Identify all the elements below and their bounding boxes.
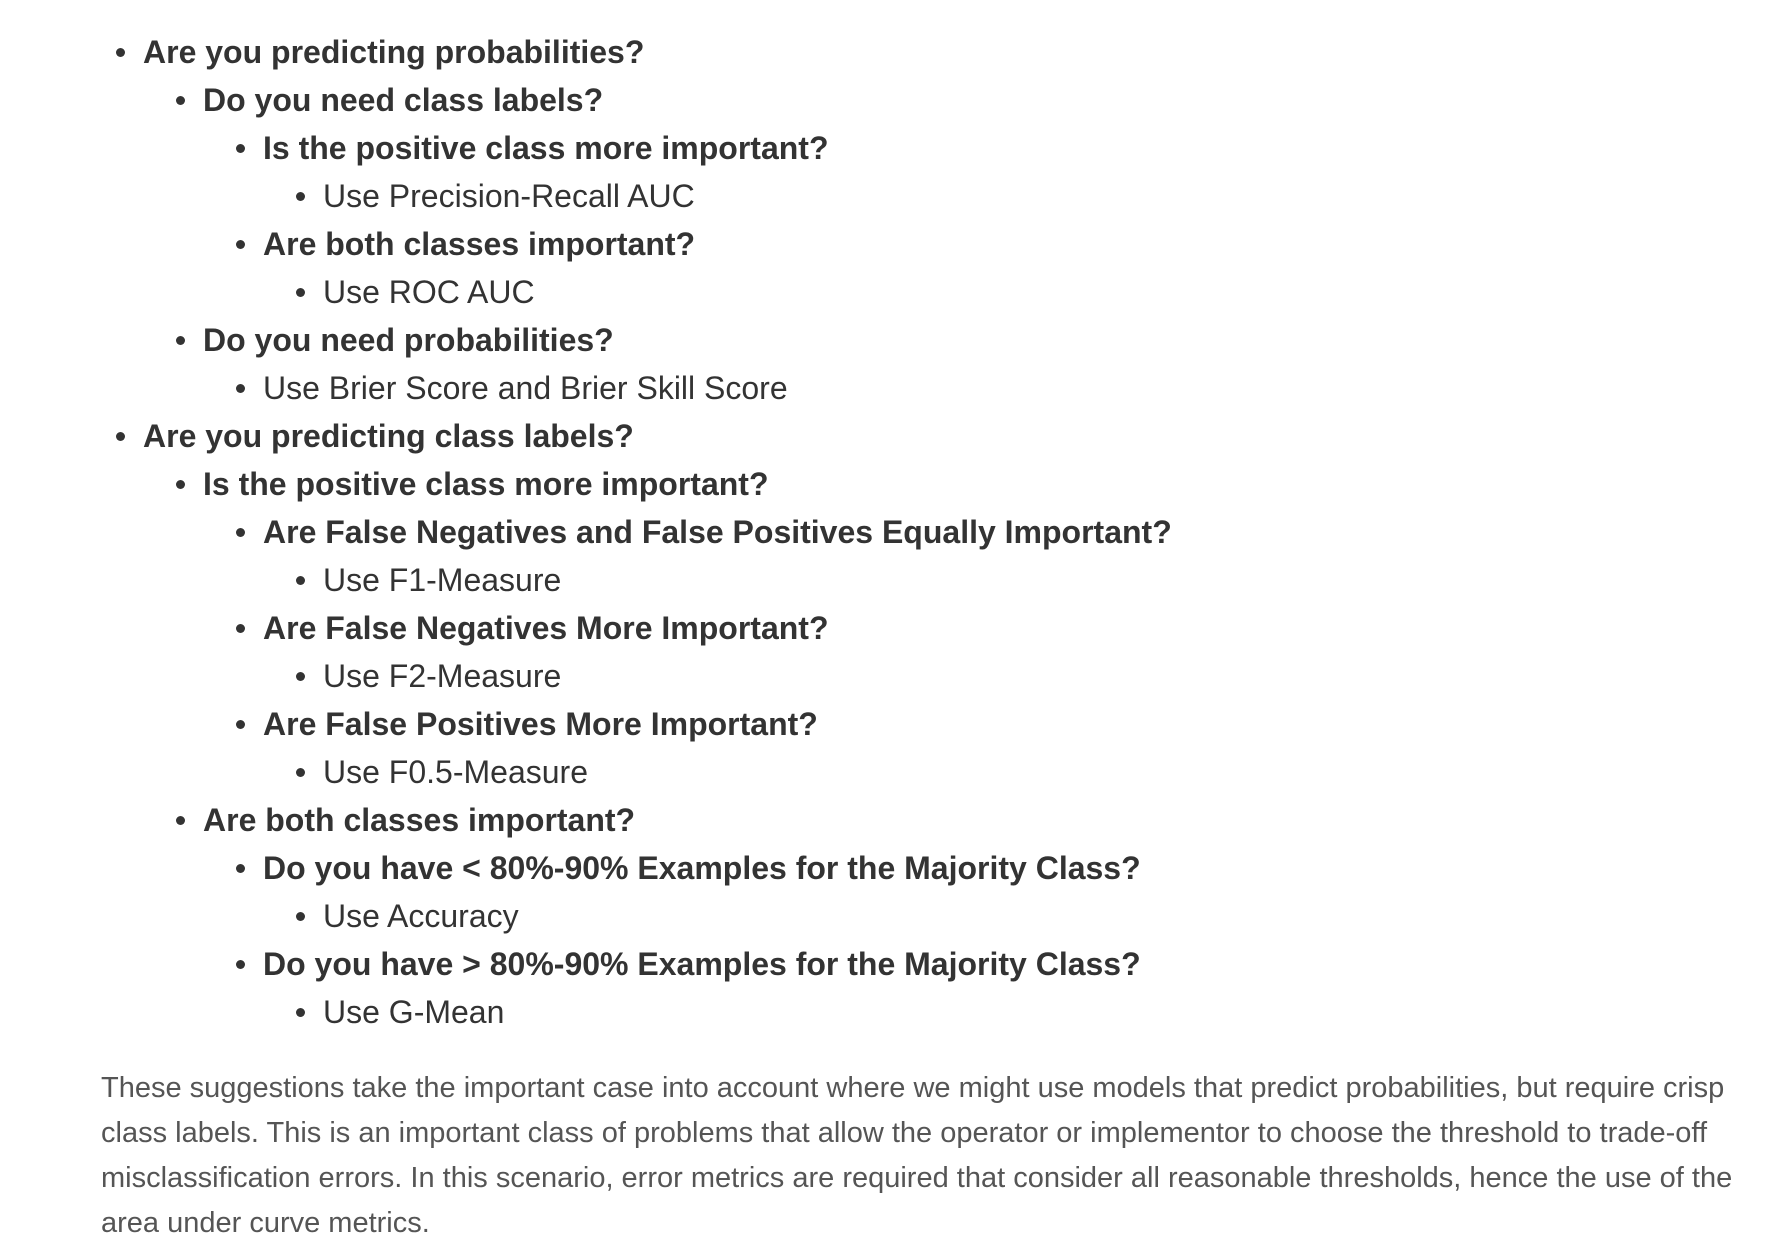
question-item [263, 604, 828, 652]
bullet-icon [296, 1008, 305, 1017]
answer-item [323, 172, 695, 220]
question-text: Are both classes important? [203, 802, 636, 838]
question-item [263, 844, 1141, 892]
question-text: Do you need class labels? [203, 82, 604, 118]
answer-item [323, 892, 519, 940]
bullet-icon [116, 432, 125, 441]
answer-text: Use Accuracy [323, 898, 519, 934]
answer-item [263, 364, 788, 412]
bullet-icon [296, 768, 305, 777]
bullet-icon [236, 384, 245, 393]
answer-text: Use F1-Measure [323, 562, 562, 598]
bullet-icon [176, 480, 185, 489]
answer-text: Use F0.5-Measure [323, 754, 588, 790]
bullet-icon [236, 144, 245, 153]
bullet-icon [236, 960, 245, 969]
question-text: Do you need probabilities? [203, 322, 614, 358]
question-item [143, 412, 634, 460]
question-text: Is the positive class more important? [263, 130, 829, 166]
bullet-icon [236, 240, 245, 249]
bullet-icon [236, 624, 245, 633]
question-item [263, 700, 818, 748]
question-text: Is the positive class more important? [203, 466, 769, 502]
bullet-icon [176, 816, 185, 825]
answer-text: Use Brier Score and Brier Skill Score [263, 370, 788, 406]
question-item [203, 460, 768, 508]
bullet-icon [236, 864, 245, 873]
bullet-icon [296, 576, 305, 585]
bullet-icon [236, 528, 245, 537]
question-item [263, 220, 695, 268]
bullet-icon [116, 48, 125, 57]
question-text: Are you predicting probabilities? [143, 34, 645, 70]
answer-item [323, 556, 561, 604]
answer-text: Use ROC AUC [323, 274, 535, 310]
question-text: Are you predicting class labels? [143, 418, 634, 454]
question-text: Do you have < 80%-90% Examples for the Majority Class? [263, 850, 1141, 886]
answer-text: Use Precision-Recall AUC [323, 178, 695, 214]
bullet-icon [176, 96, 185, 105]
question-text: Are False Positives More Important? [263, 706, 818, 742]
bullet-icon [236, 720, 245, 729]
answer-text: Use G-Mean [323, 994, 505, 1030]
question-text: Are False Negatives More Important? [263, 610, 829, 646]
bullet-icon [296, 288, 305, 297]
question-item [203, 316, 614, 364]
answer-item [323, 268, 535, 316]
question-item [203, 76, 603, 124]
bullet-icon [296, 192, 305, 201]
question-item [263, 124, 828, 172]
answer-item [323, 748, 588, 796]
question-text: Do you have > 80%-90% Examples for the Majority Class? [263, 946, 1141, 982]
answer-text: Use F2-Measure [323, 658, 562, 694]
question-item [263, 940, 1141, 988]
question-text: Are both classes important? [263, 226, 696, 262]
closing-paragraph: These suggestions take the important case into account where we might use models that predict probabilities, but require crisp class labels. This is an important class of problems that allow the operator or implementor to choose the threshold to trade-off misclassification errors. In this scenario, error metrics are required that consider all reasonable thresholds, hence the use of the area under curve metrics. [101, 1072, 1733, 1239]
answer-item [323, 652, 561, 700]
answer-item [323, 988, 504, 1036]
bullet-icon [296, 912, 305, 921]
bullet-icon [176, 336, 185, 345]
question-text: Are False Negatives and False Positives Equally Important? [263, 514, 1172, 550]
bullet-icon [296, 672, 305, 681]
question-item [263, 508, 1172, 556]
question-item [203, 796, 635, 844]
question-item [143, 28, 644, 76]
